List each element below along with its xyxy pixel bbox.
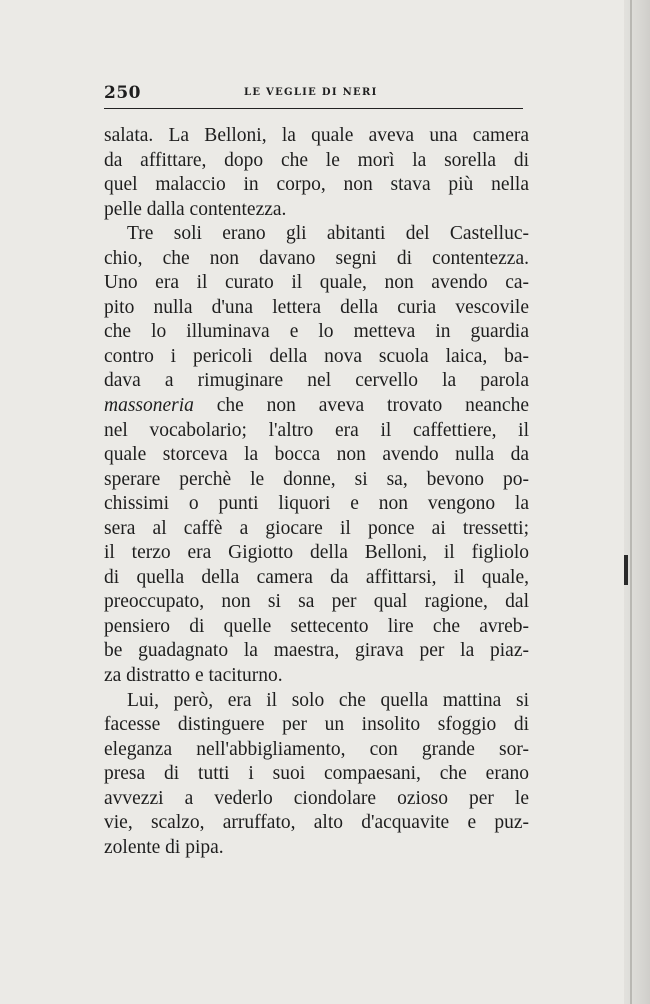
page-edge-mark (624, 555, 628, 585)
text-line: pito nulla d'una lettera della curia vescovile (104, 296, 529, 318)
text-line: pensiero di quelle settecento lire che avreb- (104, 615, 529, 637)
text-line: Tre soli erano gli abitanti del Castelluc- (127, 223, 529, 245)
text-line: preoccupato, non si sa per qual ragione, dal (104, 591, 529, 613)
paragraph (104, 222, 529, 688)
page-edge-shadow (624, 0, 650, 1004)
text-line: avvezzi a vederlo ciondolare ozioso per le (104, 787, 529, 809)
text-line: contro i pericoli della nova scuola laica, ba- (104, 345, 529, 367)
text-line: da affittare, dopo che le morì la sorella di (104, 149, 529, 171)
text-line: be guadagnato la maestra, girava per la piaz- (104, 640, 529, 662)
text-line: salata. La Belloni, la quale aveva una camera (104, 125, 529, 146)
text-line: Uno era il curato il quale, non avendo ca- (104, 272, 529, 294)
text-line: Lui, però, era il solo che quella mattina si (127, 689, 529, 711)
text-line: che lo illuminava e lo metteva in guardia (104, 321, 529, 343)
running-head (104, 83, 524, 107)
text-line: pelle dalla contentezza. (104, 198, 287, 220)
page-edge-line (630, 0, 632, 1004)
text-line: vie, scalzo, arruffato, alto d'acquavite e puz- (104, 812, 529, 834)
text-line: chissimi o punti liquori e non vengono la (104, 493, 529, 515)
page-number: 250 (104, 83, 141, 103)
text-line: za distratto e taciturno. (104, 665, 283, 687)
text-line: nel vocabolario; l'altro era il caffettiere, il (104, 419, 529, 441)
text-line: di quella della camera da affittarsi, il quale, (104, 566, 529, 588)
text-line: sera al caffè a giocare il ponce ai tressetti; (104, 517, 529, 539)
running-title: LE VEGLIE DI NERI (244, 87, 378, 98)
text-line: il terzo era Gigiotto della Belloni, il figliolo (104, 542, 529, 564)
paragraph (104, 689, 529, 861)
body-text (104, 124, 529, 860)
text-line: quel malaccio in corpo, non stava più nella (104, 174, 529, 196)
text-line: dava a rimuginare nel cervello la parola (104, 370, 529, 392)
text-line: zolente di pipa. (104, 836, 224, 858)
text-line: presa di tutti i suoi compaesani, che erano (104, 763, 529, 785)
text-line: chio, che non davano segni di contentezza. (104, 247, 529, 269)
text-line: facesse distinguere per un insolito sfoggio di (104, 714, 529, 736)
text-line: sperare perchè le donne, si sa, bevono po- (104, 468, 529, 490)
text-line: massoneria che non aveva trovato neanche (104, 395, 529, 417)
paragraph (104, 124, 529, 222)
text-line: eleganza nell'abbigliamento, con grande sor- (104, 738, 529, 760)
header-rule (104, 108, 523, 109)
text-line: quale storceva la bocca non avendo nulla da (104, 444, 529, 466)
